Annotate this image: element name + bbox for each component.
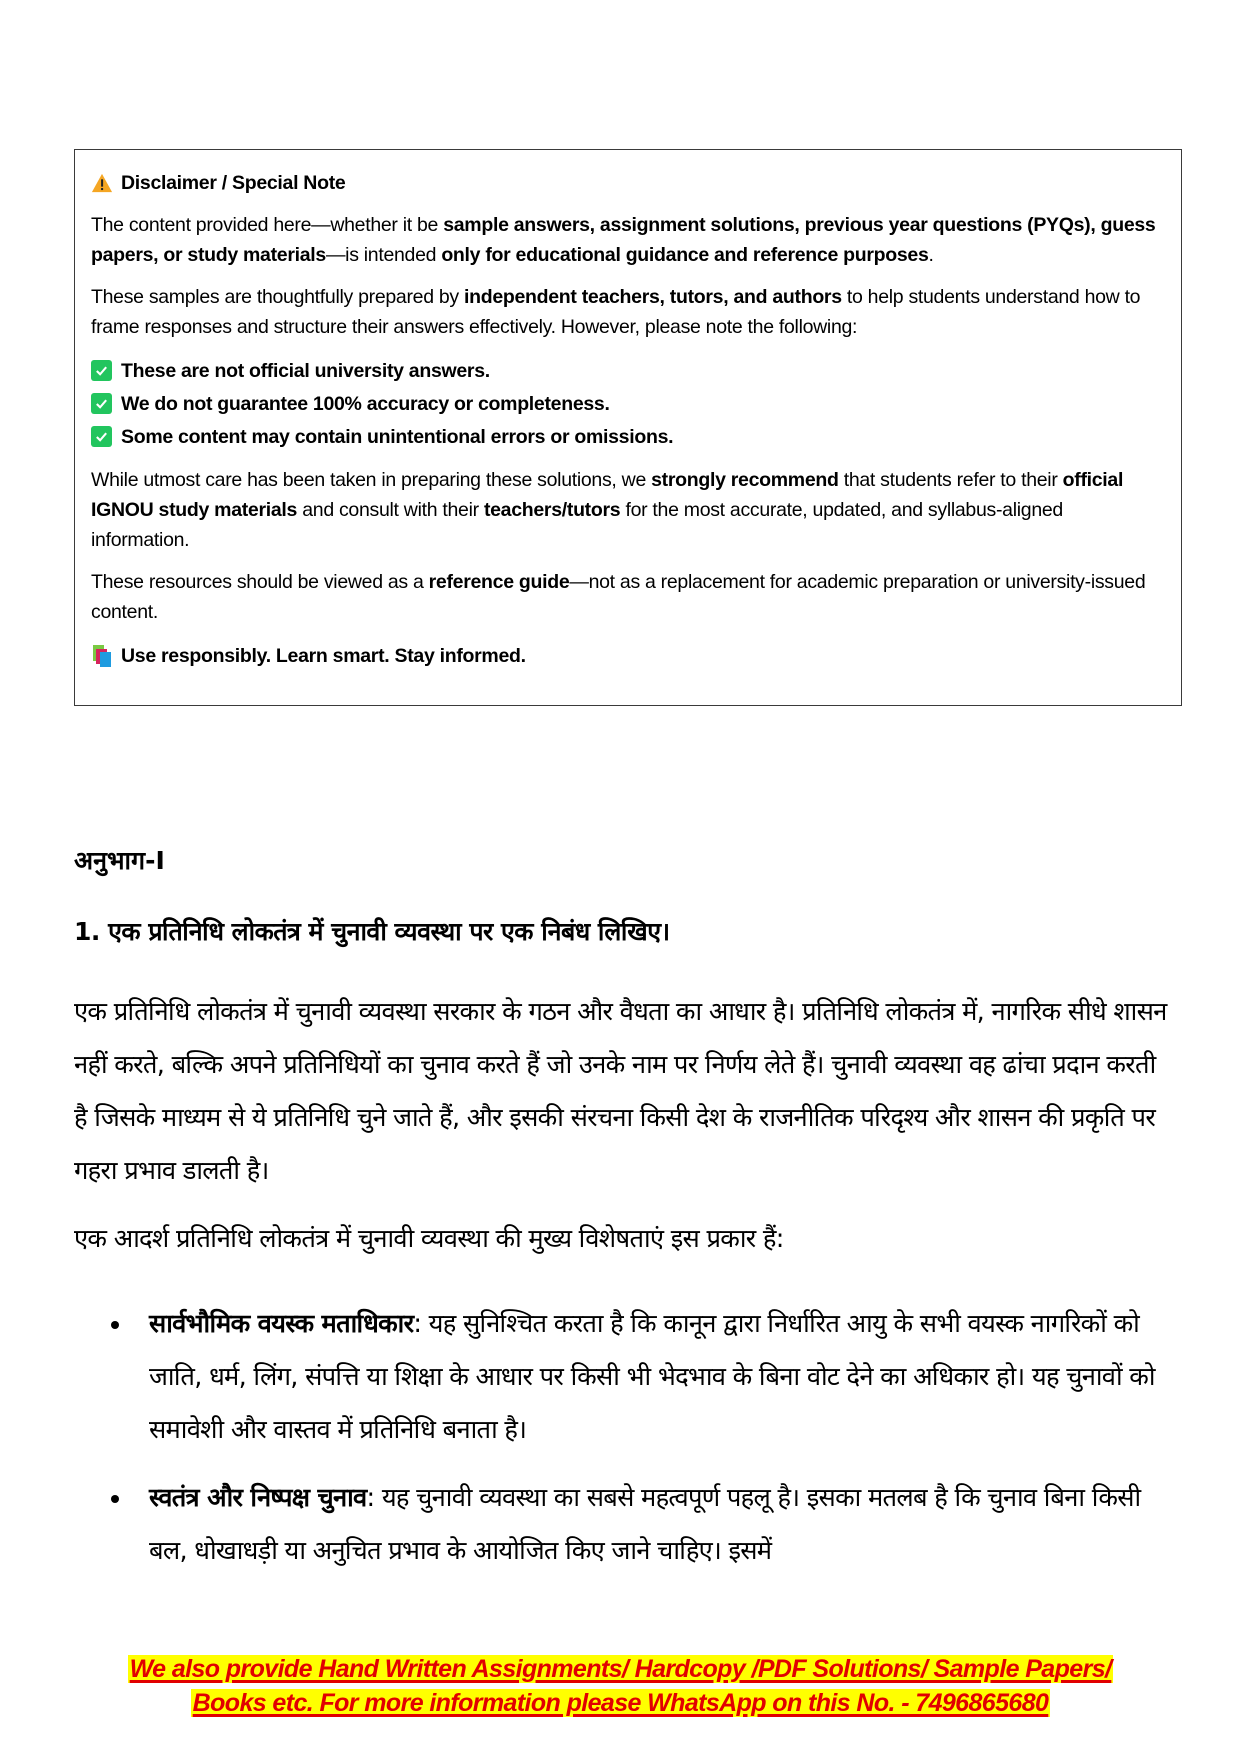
bold-text: strongly recommend xyxy=(651,469,839,491)
text: —is intended xyxy=(325,244,442,266)
check-box-icon xyxy=(91,426,112,447)
text: —not as a replacement for academic preparation or university-issued content. xyxy=(91,571,1146,623)
disclaimer-box xyxy=(74,149,1182,706)
check-box-icon xyxy=(91,360,112,381)
disclaimer-paragraph-1 xyxy=(91,210,1165,270)
disclaimer-closing xyxy=(91,641,1165,671)
disclaimer-paragraph-4 xyxy=(91,567,1165,627)
books-icon xyxy=(91,645,113,667)
bold-text: official IGNOU study materials xyxy=(91,469,1124,521)
text: to help students understand how to frame responses and structure their answers effectively. However, please note the following: xyxy=(91,286,1141,338)
check-box-icon xyxy=(91,393,112,414)
checklist-item xyxy=(91,387,1165,420)
promo-banner xyxy=(0,1652,1241,1720)
checklist-item-text: We do not guarantee 100% accuracy or completeness. xyxy=(121,392,610,415)
bullet-icon xyxy=(111,1495,119,1503)
disclaimer-title xyxy=(91,168,1165,198)
checklist-item-text: These are not official university answers. xyxy=(121,359,490,382)
text: that students refer to their xyxy=(838,469,1063,491)
bold-text: sample answers, assignment solutions, previous year questions (PYQs), guess papers, or study materials xyxy=(91,214,1156,266)
list-item-term: सार्वभौमिक वयस्क मताधिकार xyxy=(149,1309,414,1339)
disclaimer-checklist xyxy=(91,354,1165,453)
text: While utmost care has been taken in preparing these solutions, we xyxy=(91,469,652,491)
text: for the most accurate, updated, and syllabus-aligned information. xyxy=(91,499,1063,551)
list-item-text: : यह चुनावी व्यवस्था का सबसे महत्वपूर्ण पहलू है। इसका मतलब है कि चुनाव बिना किसी बल, धोखाधड़ी या अनुचित प्रभाव के आयोजित किए जाने चाहिए। इसमें xyxy=(149,1483,1141,1566)
bold-text: only for educational guidance and reference purposes xyxy=(441,244,929,266)
checklist-item xyxy=(91,354,1165,387)
bullet-icon xyxy=(111,1321,119,1329)
checklist-item xyxy=(91,420,1165,453)
warning-icon xyxy=(91,172,113,194)
question-heading: 1. एक प्रतिनिधि लोकतंत्र में चुनावी व्यवस्था पर एक निबंध लिखिए। xyxy=(74,917,670,946)
text: These resources should be viewed as a xyxy=(91,571,429,593)
list-item-text: : यह सुनिश्चित करता है कि कानून द्वारा निर्धारित आयु के सभी वयस्क नागरिकों को जाति, धर्म, लिंग, संपत्ति या शिक्षा के आधार पर किसी भी भेदभाव के बिना वोट देने का अधिकार हो। यह चुनावों को समावेशी और वास्तव में प्रतिनिधि बनाता है। xyxy=(149,1309,1155,1445)
checklist-item-text: Some content may contain unintentional errors or omissions. xyxy=(121,425,674,448)
disclaimer-paragraph-3 xyxy=(91,465,1165,555)
text: and consult with their xyxy=(297,499,484,521)
bold-text: reference guide xyxy=(428,571,570,593)
list-item xyxy=(74,1472,1174,1578)
list-item xyxy=(74,1298,1174,1457)
list-item-term: स्वतंत्र और निष्पक्ष चुनाव xyxy=(149,1483,367,1513)
disclaimer-paragraph-2 xyxy=(91,282,1165,342)
promo-line-2: Books etc. For more information please WhatsApp on this No. - 7496865680 xyxy=(192,1689,1049,1717)
bold-text: independent teachers, tutors, and authors xyxy=(464,286,842,308)
text: The content provided here—whether it be xyxy=(91,214,444,236)
bold-text: teachers/tutors xyxy=(483,499,621,521)
section-label: अनुभाग-I xyxy=(74,846,165,875)
body-paragraph-2: एक आदर्श प्रतिनिधि लोकतंत्र में चुनावी व्यवस्था की मुख्य विशेषताएं इस प्रकार हैं: xyxy=(74,1224,784,1254)
closing-text: Use responsibly. Learn smart. Stay informed. xyxy=(121,645,526,667)
body-paragraph-1: एक प्रतिनिधि लोकतंत्र में चुनावी व्यवस्था सरकार के गठन और वैधता का आधार है। प्रतिनिधि लोकतंत्र में, नागरिक सीधे शासन नहीं करते, बल्कि अपने प्रतिनिधियों का चुनाव करते हैं जो उनके नाम पर निर्णय लेते हैं। चुनावी व्यवस्था वह ढांचा प्रदान करती है जिसके माध्यम से ये प्रतिनिधि चुने जाते हैं, और इसकी संरचना किसी देश के राजनीतिक परिदृश्य और शासन की प्रकृति पर गहरा प्रभाव डालती है। xyxy=(74,997,1167,1186)
disclaimer-title-text: Disclaimer / Special Note xyxy=(121,172,346,194)
text: . xyxy=(928,244,934,266)
feature-list xyxy=(74,1298,1174,1593)
promo-line-1: We also provide Hand Written Assignments/ Hardcopy /PDF Solutions/ Sample Papers/ xyxy=(129,1655,1112,1683)
text: These samples are thoughtfully prepared by xyxy=(91,286,464,308)
